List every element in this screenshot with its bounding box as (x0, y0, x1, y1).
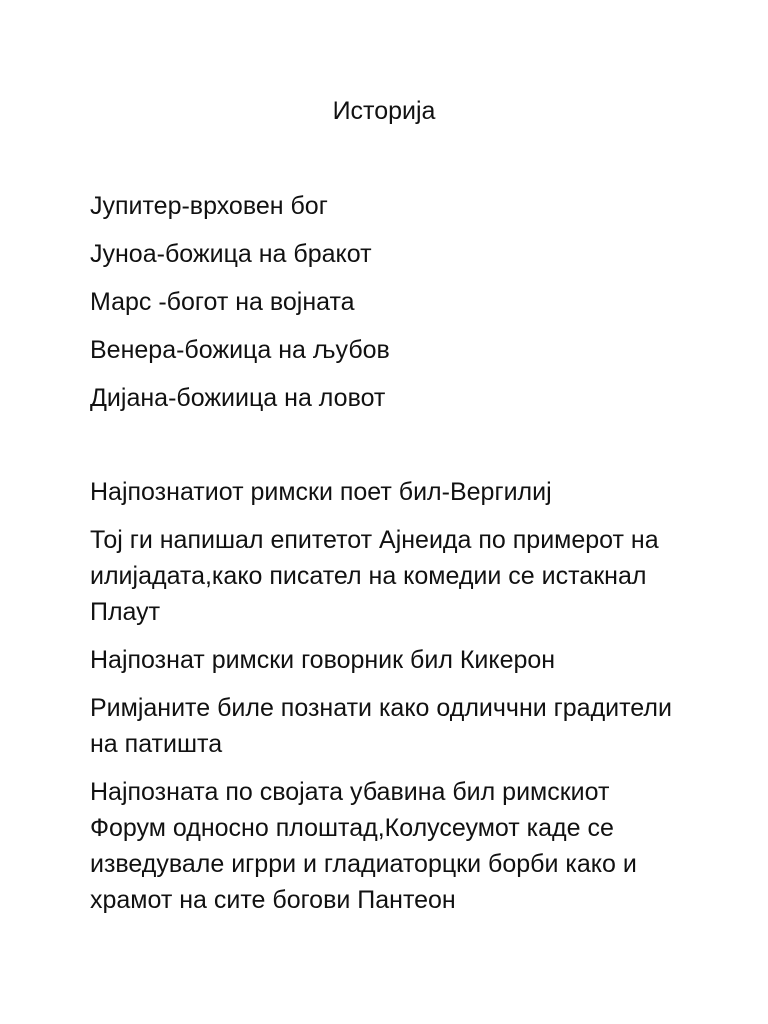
fact-paragraph: Тој ги напишал епитетот Ајнеида по примерот на илијадата,како писател на комедии се истакнал Плаут (90, 526, 659, 626)
fact-paragraph: Римјаните биле познати како одличчни градители на патишта (90, 694, 672, 758)
god-line: Дијана-божиица на ловот (90, 384, 386, 412)
god-line: Јупитер-врховен бог (90, 192, 328, 220)
god-line: Марс -богот на војната (90, 288, 355, 316)
fact-paragraph: Најпознат римски говорник бил Кикерон (90, 646, 556, 674)
page-title: Историја (332, 97, 436, 125)
paragraph-gap (90, 428, 690, 474)
fact-paragraph: Најпознатиот римски поет бил-Вергилиј (90, 478, 552, 506)
fact-paragraph: Најпозната по својата убавина бил римскиот Форум односно плоштад,Колусеумот каде се изведувале игрри и гладиаторцки борби како и храмот на сите богови Пантеон (90, 778, 637, 914)
god-line: Јуноа-божица на бракот (90, 240, 372, 268)
document-body (90, 188, 690, 930)
god-line: Венера-божица на љубов (90, 336, 390, 364)
